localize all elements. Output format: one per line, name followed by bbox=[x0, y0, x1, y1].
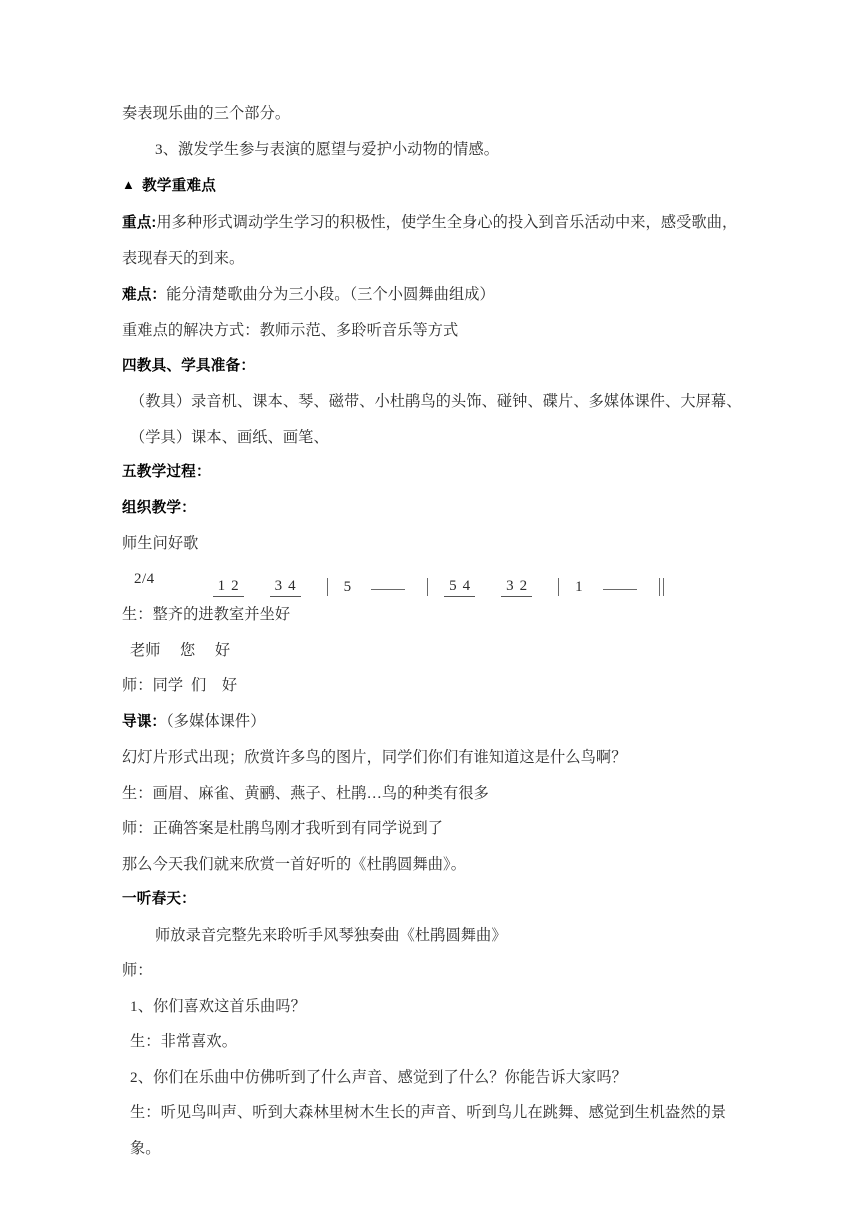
key-point-label: 重点: bbox=[122, 214, 157, 231]
section-heading-listen-spring: 一听春天： bbox=[122, 891, 196, 907]
note-group-4 bbox=[501, 578, 532, 597]
time-signature: 2/4 bbox=[134, 570, 155, 587]
note-single-1: 5 bbox=[343, 579, 352, 595]
note-4b: 2 bbox=[519, 578, 528, 594]
student-answer-2: 生：听见鸟叫声、听到大森林里树木生长的声音、听到鸟儿在跳舞、感觉到生机盎然的景象。 bbox=[130, 1104, 727, 1157]
note-group-3 bbox=[444, 578, 475, 597]
note-1a: 1 bbox=[217, 578, 226, 594]
slideshow-question-line: 幻灯片形式出现；欣赏许多鸟的图片，同学们你们有谁知道这是什么鸟啊？ bbox=[122, 749, 627, 766]
paragraph-continuation: 奏表现乐曲的三个部分。 bbox=[122, 105, 291, 122]
note-4a: 3 bbox=[506, 578, 514, 594]
barline-3 bbox=[558, 578, 559, 596]
note-single-2: 1 bbox=[575, 579, 583, 595]
final-double-barline bbox=[659, 561, 664, 597]
student-supplies-line: （学具）课本、画纸、画笔、 bbox=[130, 428, 329, 446]
student-answer-birds: 生：画眉、麻雀、黄鹂、燕子、杜鹃…鸟的种类有很多 bbox=[122, 784, 489, 802]
key-point-paragraph bbox=[122, 205, 752, 277]
student-answer-1: 生：非常喜欢。 bbox=[130, 1033, 238, 1050]
key-point-text: 用多种形式调动学生学习的积极性，使学生全身心的投入到音乐活动中来，感受歌曲，表现春天的到来。 bbox=[122, 213, 738, 267]
question-2: 2、你们在乐曲中仿佛听到了什么声音、感觉到了什么？你能告诉大家吗？ bbox=[130, 1068, 627, 1086]
sustain-dash-1 bbox=[371, 589, 405, 590]
lead-in-label: 导课： bbox=[122, 713, 167, 730]
question-1: 1、你们喜欢这首乐曲吗？ bbox=[130, 997, 306, 1015]
section-heading-process: 五教学过程： bbox=[122, 464, 211, 480]
difficult-point-text: 能分清楚歌曲分为三小段。（三个小圆舞曲组成） bbox=[166, 285, 495, 303]
numbered-music-notation bbox=[122, 562, 752, 598]
note-3b: 4 bbox=[462, 578, 471, 594]
student-response-enter: 生：整齐的进教室并坐好 bbox=[122, 606, 291, 623]
sustain-dash-2 bbox=[603, 589, 637, 590]
lyric-line-class-greeting: 师：同学 们 好 bbox=[122, 677, 238, 694]
section-heading-key-points bbox=[122, 167, 752, 205]
note-1b: 2 bbox=[231, 578, 239, 594]
difficult-point-label: 难点： bbox=[122, 286, 167, 303]
today-listen-line: 那么今天我们就来欣赏一首好听的《杜鹃圆舞曲》。 bbox=[122, 855, 467, 873]
lyric-line-teacher-greeting: 老师 您 好 bbox=[130, 641, 231, 659]
note-2a: 3 bbox=[274, 578, 283, 594]
play-recording-line: 师放录音完整先来聆听手风琴独奏曲《杜鹃圆舞曲》 bbox=[155, 926, 507, 944]
lead-in-text: （多媒体课件） bbox=[166, 712, 266, 730]
difficult-point-paragraph bbox=[122, 277, 752, 314]
note-3a: 5 bbox=[449, 578, 457, 594]
barline-2 bbox=[427, 578, 428, 596]
teaching-aids-line: （教具）录音机、课本、琴、磁带、小杜鹃鸟的头饰、碰钟、碟片、多媒体课件、大屏幕、 bbox=[130, 393, 742, 410]
document-body bbox=[122, 96, 752, 1166]
objective-item-3: 3、激发学生参与表演的愿望与爱护小动物的情感。 bbox=[155, 140, 500, 158]
triangle-bullet-icon: ▲ bbox=[122, 177, 136, 192]
note-group-2 bbox=[270, 578, 301, 597]
note-group-1 bbox=[213, 578, 244, 597]
greeting-song-label: 师生问好歌 bbox=[122, 535, 199, 552]
section-heading-key-points-label: 教学重难点 bbox=[142, 178, 217, 194]
section-heading-materials: 四教具、学具准备： bbox=[122, 357, 256, 374]
section-heading-organize: 组织教学： bbox=[122, 499, 196, 516]
teacher-answer-cuckoo: 师：正确答案是杜鹃鸟刚才我听到有同学说到了 bbox=[122, 820, 444, 837]
teacher-prompt-label: 师： bbox=[122, 962, 153, 979]
barline-1 bbox=[327, 578, 328, 596]
lead-in-paragraph bbox=[122, 704, 752, 741]
note-2b: 4 bbox=[288, 578, 296, 594]
solution-method-line: 重难点的解决方式：教师示范、多聆听音乐等方式 bbox=[122, 322, 459, 339]
